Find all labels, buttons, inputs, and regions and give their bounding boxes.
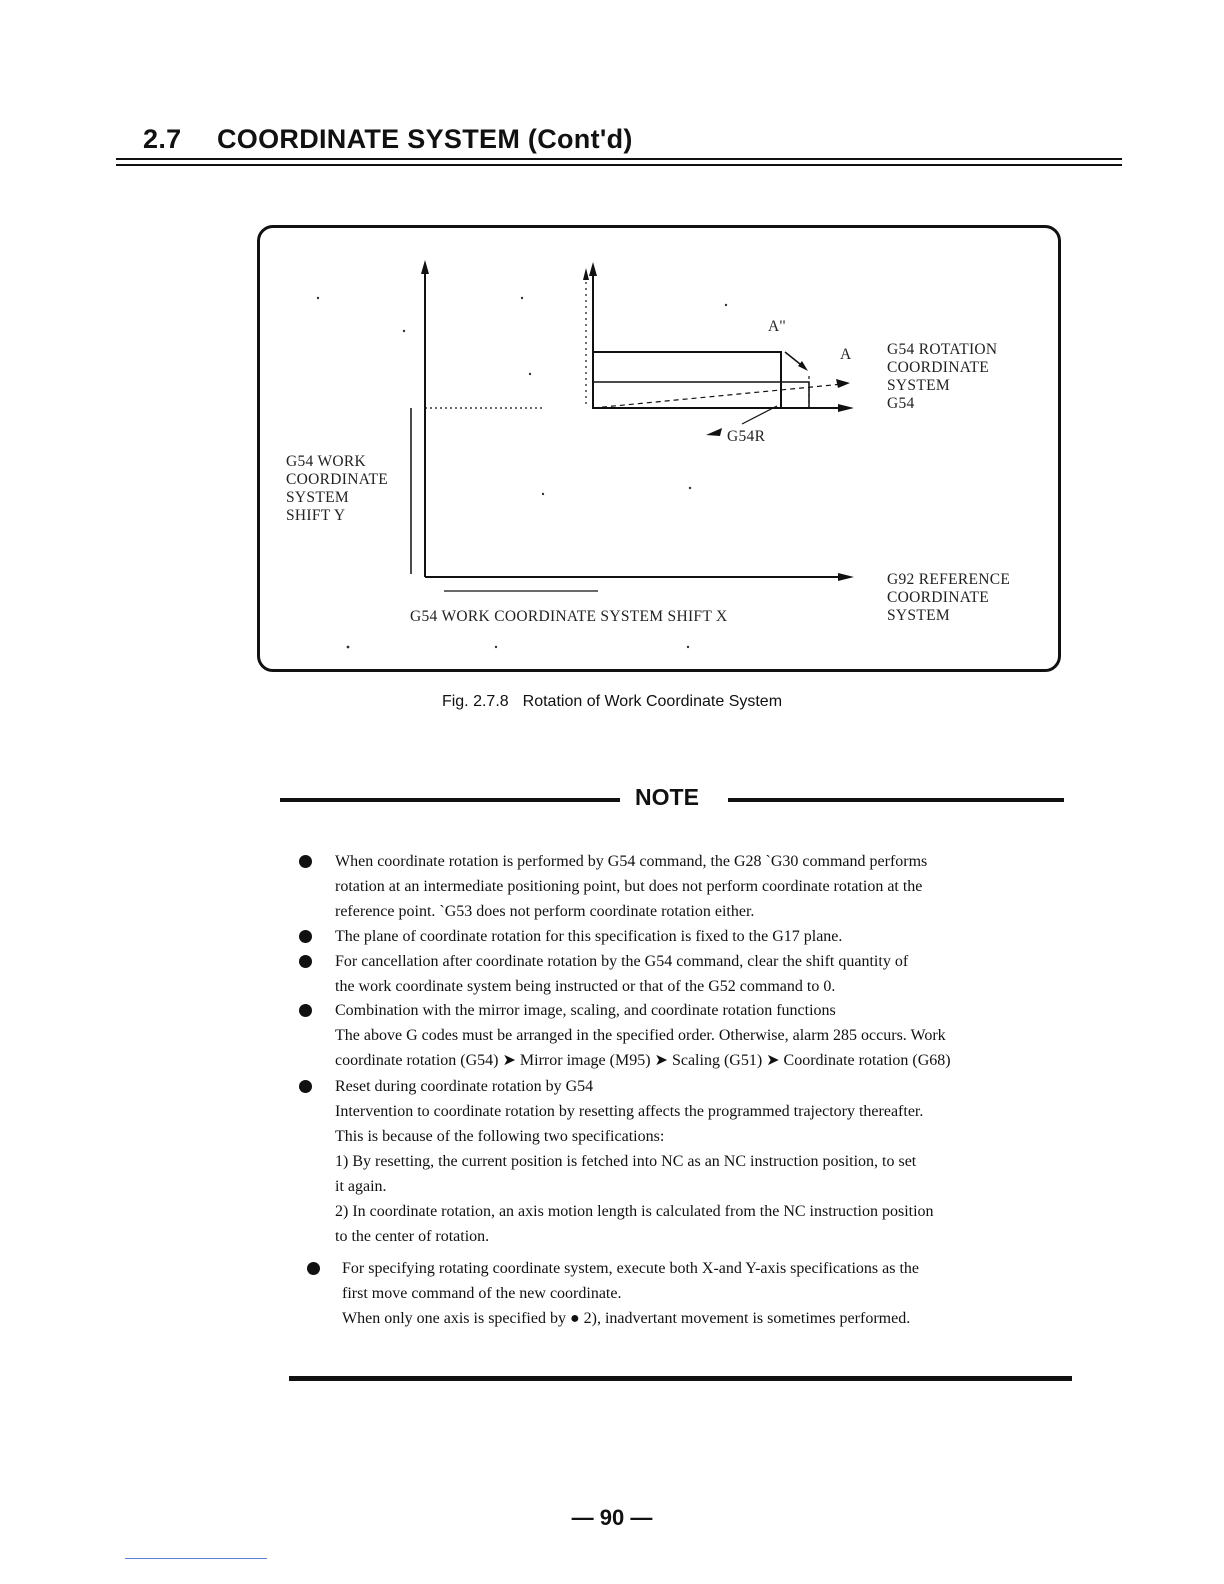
label-g54r: G54R <box>727 428 766 445</box>
figure-caption-number: Fig. 2.7.8 <box>441 693 509 710</box>
inner-rectangle <box>593 382 809 408</box>
note-5-line-3: This is because of the following two specifications: <box>335 1128 665 1145</box>
note-rule-left <box>280 798 620 802</box>
speck <box>403 330 405 332</box>
reference-system-line-2: COORDINATE <box>887 589 990 606</box>
note-item-2 <box>335 924 842 949</box>
work-y-arrowhead <box>589 262 597 276</box>
work-shift-y-line-4: SHIFT Y <box>286 507 346 524</box>
header-rule-bottom <box>116 164 1122 166</box>
work-y-arrowhead-2 <box>583 268 589 280</box>
note-5-line-6: 2) In coordinate rotation, an axis motion length is calculated from the NC instruction position <box>335 1203 934 1220</box>
a-transition-arrowhead <box>798 361 808 371</box>
note-3-line-2: the work coordinate system being instructed or that of the G52 command to 0. <box>335 978 836 995</box>
note-item-1 <box>335 849 927 924</box>
work-shift-x-label: G54 WORK COORDINATE SYSTEM SHIFT X <box>410 608 728 625</box>
note-5-line-2: Intervention to coordinate rotation by resetting affects the programmed trajectory thereafter. <box>335 1103 924 1120</box>
work-shift-y-line-1: G54 WORK <box>286 453 367 470</box>
outer-rectangle <box>593 352 781 408</box>
rotation-system-line-2: COORDINATE <box>887 359 990 376</box>
rotated-arrowhead <box>836 379 850 388</box>
note-item-5 <box>335 1074 934 1249</box>
note-6-line-3: When only one axis is specified by ● 2), inadvertant movement is sometimes performed. <box>342 1310 911 1327</box>
speck <box>521 297 523 299</box>
speck <box>529 373 531 375</box>
note-4-line-1: Combination with the mirror image, scaling, and coordinate rotation functions <box>335 1002 836 1019</box>
section-title-text: COORDINATE SYSTEM (Cont'd) <box>217 124 633 154</box>
figure-caption-title: Rotation of Work Coordinate System <box>522 693 783 710</box>
work-shift-y-line-2: COORDINATE <box>286 471 389 488</box>
speck <box>542 493 544 495</box>
note-rule-right <box>728 798 1064 802</box>
label-a-double-prime: A'' <box>768 318 786 335</box>
note-bullet-6 <box>307 1262 320 1275</box>
note-bullet-1 <box>299 855 312 868</box>
note-bullet-5 <box>299 1080 312 1093</box>
section-title <box>143 124 633 155</box>
note-bullet-2 <box>299 930 312 943</box>
footer-link-line <box>125 1558 267 1559</box>
g54r-arrowhead <box>706 428 722 436</box>
note-6-line-1: For specifying rotating coordinate system, execute both X-and Y-axis specifications as the <box>342 1260 920 1277</box>
note-4-line-2: The above G codes must be arranged in the specified order. Otherwise, alarm 285 occurs. Work <box>335 1027 946 1044</box>
ref-x-arrowhead <box>838 573 854 581</box>
work-x-arrowhead <box>838 404 854 412</box>
ref-y-arrowhead <box>421 260 429 274</box>
speck <box>687 646 689 648</box>
speck <box>689 487 691 489</box>
note-5-line-4: 1) By resetting, the current position is fetched into NC as an NC instruction position, to set <box>335 1153 917 1170</box>
note-bullet-4 <box>299 1004 312 1017</box>
speck <box>347 646 350 649</box>
note-1-line-3: reference point. `G53 does not perform coordinate rotation either. <box>335 903 755 920</box>
note-4-line-3: coordinate rotation (G54) ➤ Mirror image (M95) ➤ Scaling (G51) ➤ Coordinate rotation (G68) <box>335 1052 951 1069</box>
label-g54: G54 <box>887 395 915 412</box>
label-a: A <box>840 346 852 363</box>
note-5-line-5: it again. <box>335 1178 387 1195</box>
note-5-line-1: Reset during coordinate rotation by G54 <box>335 1078 594 1095</box>
reference-system-line-1: G92 REFERENCE <box>887 571 1011 588</box>
reference-system-line-3: SYSTEM <box>887 607 950 624</box>
speck <box>317 297 319 299</box>
rotation-system-line-3: SYSTEM <box>887 377 950 394</box>
reference-system-label <box>887 571 1010 625</box>
note-item-6 <box>342 1256 919 1331</box>
note-6-line-2: first move command of the new coordinate. <box>342 1285 622 1302</box>
figure-caption <box>0 693 1224 711</box>
note-item-3 <box>335 949 908 999</box>
header-rule-top <box>116 158 1122 160</box>
rotation-system-line-1: G54 ROTATION <box>887 341 998 358</box>
note-2-line-1: The plane of coordinate rotation for this specification is fixed to the G17 plane. <box>335 928 843 945</box>
rotated-x-axis <box>593 384 843 408</box>
note-bullet-3 <box>299 955 312 968</box>
speck <box>495 646 497 648</box>
work-shift-y-label <box>286 453 388 525</box>
page-number: — 90 — <box>571 1505 653 1530</box>
speck <box>725 304 727 306</box>
rotation-system-label <box>887 341 997 413</box>
section-number: 2.7 <box>143 124 182 154</box>
note-title: NOTE <box>635 784 699 810</box>
note-3-line-1: For cancellation after coordinate rotation by the G54 command, clear the shift quantity of <box>335 953 909 970</box>
note-1-line-2: rotation at an intermediate positioning point, but does not perform coordinate rotation at the <box>335 878 923 895</box>
figure-frame <box>257 225 1061 672</box>
note-1-line-1: When coordinate rotation is performed by G54 command, the G28 `G30 command performs <box>335 853 928 870</box>
note-bottom-rule <box>289 1376 1072 1381</box>
note-item-4 <box>335 998 951 1073</box>
note-5-line-7: to the center of rotation. <box>335 1228 490 1245</box>
work-shift-y-line-3: SYSTEM <box>286 489 349 506</box>
